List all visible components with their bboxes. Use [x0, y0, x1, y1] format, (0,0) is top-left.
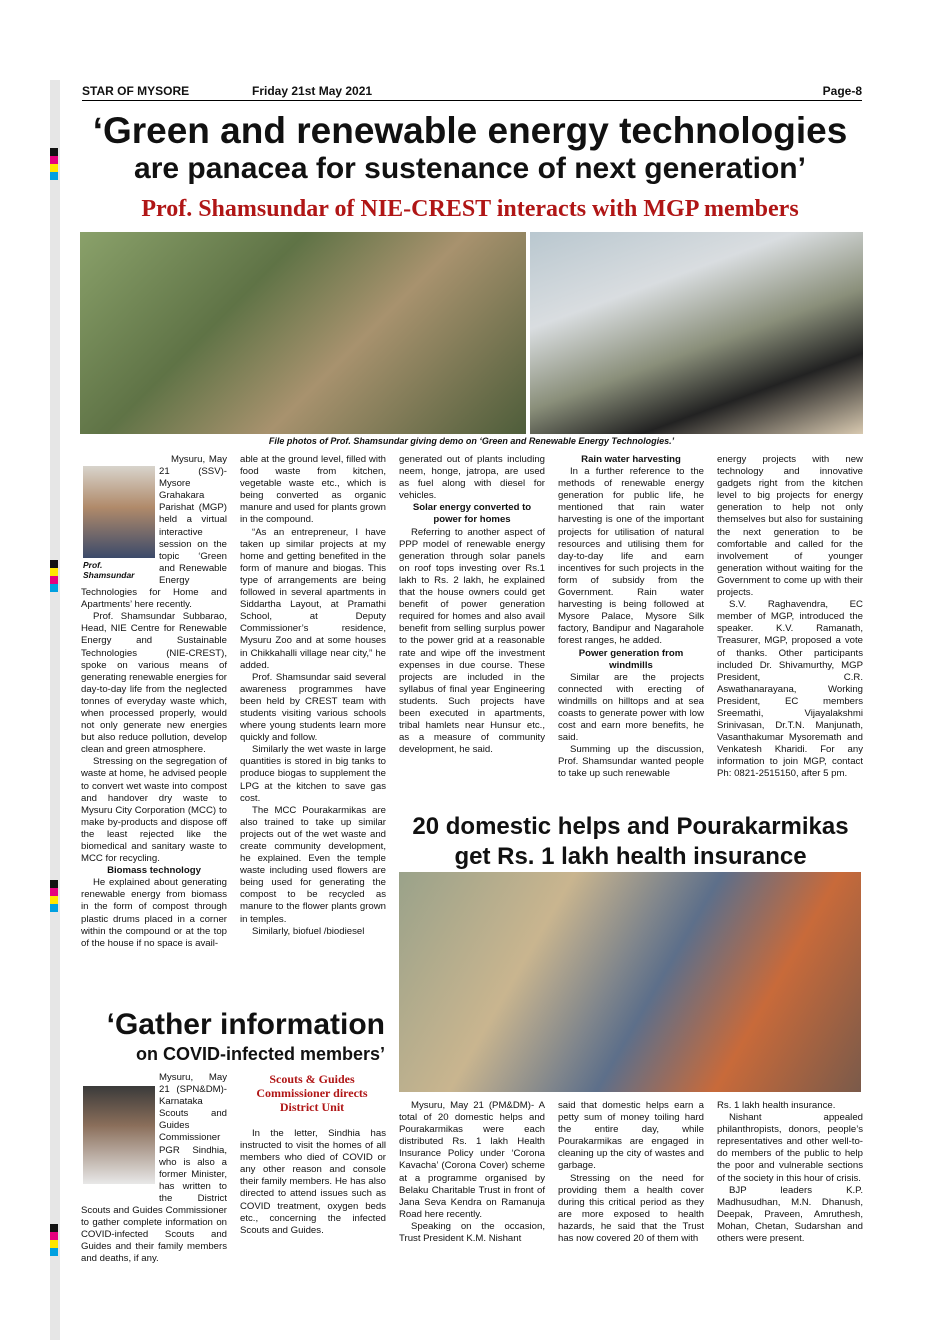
body-paragraph: “As an entrepreneur, I have taken up similar projects at my home and getting benefited in the form of manure and biogas. This type of arrangements are being followed in several apartments in Siddartha Layout, at Pramathi School, at Deputy Commissioner’s residence, Mysuru Zoo and at some houses in Chikkahalli village near city,” he added. [240, 526, 386, 671]
story3-headline-line2: on COVID-infected members’ [135, 1044, 385, 1064]
story3-side-headline: Scouts & Guides Commissioner directs District Unit [256, 1072, 368, 1114]
photo-caption: File photos of Prof. Shamsundar giving demo on ‘Green and Renewable Energy Technologies.’ [268, 436, 675, 446]
body-paragraph: Mysuru, May 21 (SPN&DM)- Karnataka Scouts and Guides Commissioner PGR Sindhia, who is also a former Minister, has written to the District Scouts and Guides Commissioner to gather complete information on COVID-infected Scouts and Guides and their family members and deaths, if any. [81, 1072, 227, 1265]
registration-mark [50, 584, 58, 592]
body-paragraph: energy projects with new technology and innovative gadgets right from the kitchen level to big projects for energy generation to help not only themselves but also for sustaining the next generation to be comfortable and called for the involvement of younger generation without waiting for the Government to come up with their projects. [717, 454, 863, 599]
portrait-float-spacer [79, 1084, 155, 1194]
registration-mark [50, 156, 58, 164]
lead-column-5 [717, 454, 863, 804]
lead-photo-biogas-tank [530, 232, 863, 434]
registration-mark [50, 1248, 58, 1256]
story3-headline-line1: ‘Gather information [106, 1008, 385, 1041]
body-paragraph: Stressing on the need for providing them a health cover during this critical period as they are more exposed to health hazards, he said that the Trust has now covered 20 of them with [558, 1172, 704, 1245]
body-paragraph: Rs. 1 lakh health insurance. [717, 1100, 836, 1111]
body-paragraph: He explained about generating renewable energy from biomass in the form of compost through plastic drums placed in a corner within the compound or at the top of the house if no space is avail- [81, 877, 227, 949]
subheading: Rain water harvesting [581, 454, 681, 465]
margin-strip [50, 80, 60, 1340]
body-paragraph: The MCC Pourakarmikas are also trained to take up similar projects out of the wet waste and create community development, he explained. Even the temple waste including used flowers are being used for generating the compost to be recycled as manure to the flower plants grown in temples. [240, 804, 386, 925]
registration-mark [50, 560, 58, 568]
story2-photo-insurance-distribution [399, 872, 861, 1092]
body-paragraph: Similarly the wet waste in large quantities is stored in big tanks to produce biogas to supplement the LPG at the kitchen to save gas cost. [240, 744, 386, 804]
paper-name: STAR OF MYSORE [82, 84, 190, 98]
story2-column-3 [717, 1100, 863, 1300]
registration-mark [50, 148, 58, 156]
story3-column-2 [240, 1128, 386, 1278]
story2-column-1 [399, 1100, 545, 1300]
body-paragraph: Prof. Shamsundar said several awareness programmes have been held by CREST team with students visiting various schools where young students learn more quickly and follow. [240, 671, 386, 744]
registration-mark [50, 164, 58, 172]
lead-column-2 [240, 454, 386, 974]
body-paragraph: In a further reference to the methods of renewable energy generation for public life, he mentioned that rain water harvesting is one of the important projects for utilisation of natural resources and utilising them for day-to-day life and earn incentives for such projects in the form of subsidy from the Government. Rain water harvesting is being followed at Mysore Palace, Mysore Silk factory, Bandipur and Nagarahole forest ranges, he added. [558, 466, 704, 647]
body-paragraph: Speaking on the occasion, Trust President K.M. Nishant [399, 1220, 545, 1245]
story2-headline [398, 812, 863, 872]
portrait-float-spacer [79, 460, 155, 576]
body-paragraph: Nishant appealed philanthropists, donors, people’s representatives and other well-to-do members of the public to help the poor and vulnerable sections of the society in this hour of crisis. [717, 1112, 863, 1184]
lead-column-3 [399, 454, 545, 804]
page-number: Page-8 [822, 84, 862, 98]
registration-mark [50, 880, 58, 888]
body-paragraph: able at the ground level, filled with food waste from kitchen, vegetable waste etc., which is being converted as organic manure and used for plants grown in the compound. [240, 454, 386, 526]
body-paragraph: In the letter, Sindhia has instructed to visit the homes of all members who died of COVID or any other reason and console their family members. He has also directed to attend issues such as COVID treatment, oxygen beds etc., concerning the infected Scouts and Guides. [240, 1128, 386, 1236]
registration-mark [50, 904, 58, 912]
lead-headline-line1: ‘Green and renewable energy technologies [92, 110, 848, 151]
body-paragraph: Stressing on the segregation of waste at home, he advised people to convert wet waste into compost and handover dry waste to Mysuru City Corporation (MCC) to make by-products and dispose off the least rejected like the biomedical and sanitary waste to MCC for recycling. [81, 756, 227, 865]
issue-date: Friday 21st May 2021 [252, 84, 373, 98]
body-paragraph: Summing up the discussion, Prof. Shamsundar wanted people to take up such renewable [558, 744, 704, 780]
subheading: Power generation from windmills [578, 647, 684, 671]
registration-mark [50, 1224, 58, 1232]
body-paragraph: Prof. Shamsundar Subbarao, Head, NIE Centre for Renewable Energy and Sustainable Technologies (NIE-CREST), spoke on various means of generating renewable energies for day-to-day life from the neglected tonnes of everyday waste which, when processed properly, would not only generate new energies but also reduce pollution, develop clean and green atmosphere. [81, 611, 227, 756]
story2-headline-line2: get Rs. 1 lakh health insurance [454, 843, 807, 870]
body-paragraph: generated out of plants including neem, honge, jatropa, are used as fuel along with diesel for vehicles. [399, 454, 545, 502]
subheading: Biomass technology [107, 865, 201, 877]
registration-mark [50, 576, 58, 584]
story2-column-2 [558, 1100, 704, 1300]
registration-mark [50, 1232, 58, 1240]
body-paragraph: Referring to another aspect of PPP model of renewable energy generation through solar panels on roof tops investing over Rs.1 lakh to Rs. 2 lakh, he explained that the house owners could get benefit of power generation required for homes and also avail benefit from selling surplus power to the power grid at a reasonable rate and wipe off the investment expenses in due course. These projects are included in the syllabus of final year Engineering students. Such projects have been executed in apartments, tribal hamlets near Hunsur etc., as a measure of community development, he said. [399, 526, 545, 756]
registration-mark [50, 888, 58, 896]
lead-column-4 [558, 454, 704, 804]
page-header [82, 84, 862, 101]
body-paragraph: Similarly, biofuel /biodiesel [252, 925, 365, 937]
registration-mark [50, 896, 58, 904]
body-paragraph: BJP leaders K.P. Madhusudhan, M.N. Dhanush, Deepak, Praveen, Amruthesh, Mohan, Chetan, Sudarshan and others were present. [717, 1184, 863, 1245]
body-paragraph: Mysuru, May 21 (SSV)- Mysore Grahakara Parishat (MGP) held a virtual interactive session on the topic ‘Green and Renewable Energy Technologies for Home and Apartments’ here recently. [81, 454, 227, 611]
body-paragraph: S.V. Raghavendra, EC member of MGP, introduced the speaker. K.V. Ramanath, Treasurer, MGP, proposed a vote of thanks. Other participants included Dr. Shivamurthy, MGP President, C.R. Aswathanarayana, Working President, EC members Sreemathi, Vijayalakshmi Srinivasan, Dr.T.N. Manjunath, Vasanthakumar Mysoremath and Venkatesh Kharidi. For any information to join MGP, contact Ph: 0821-2515150, after 5 pm. [717, 599, 863, 780]
body-paragraph: Mysuru, May 21 (PM&DM)- A total of 20 domestic helps and Pourakarmikas were each distributed Rs. 1 lakh Health Insurance Policy under ‘Corona Kavacha’ (Corona Cover) scheme at a programme organised by Belaku Charitable Trust in front of Jana Seva Kendra on Ramanuja Road here recently. [399, 1100, 545, 1220]
lead-column-1 [81, 454, 227, 1004]
story2-headline-line1: 20 domestic helps and Pourakarmikas [412, 813, 849, 840]
body-paragraph: Similar are the projects connected with erecting of windmills on hilltops and at sea coasts to generate power with low cost and earn more benefits, he said. [558, 671, 704, 744]
story3-column-1 [81, 1072, 227, 1272]
lead-photo-demo-group [80, 232, 526, 434]
lead-subheadline: Prof. Shamsundar of NIE-CREST interacts with MGP members [141, 196, 799, 222]
portrait-caption: Prof. Shamsundar [83, 560, 155, 580]
registration-mark [50, 568, 58, 576]
registration-mark [50, 172, 58, 180]
lead-headline-line2: are panacea for sustenance of next generation’ [134, 152, 806, 185]
registration-mark [50, 1240, 58, 1248]
body-paragraph: said that domestic helps earn a petty sum of money toiling hard the entire day, while Pourakarmikas are engaged in cleaning up the city of wastes and garbage. [558, 1100, 704, 1172]
subheading: Solar energy converted to power for homes [412, 502, 532, 526]
